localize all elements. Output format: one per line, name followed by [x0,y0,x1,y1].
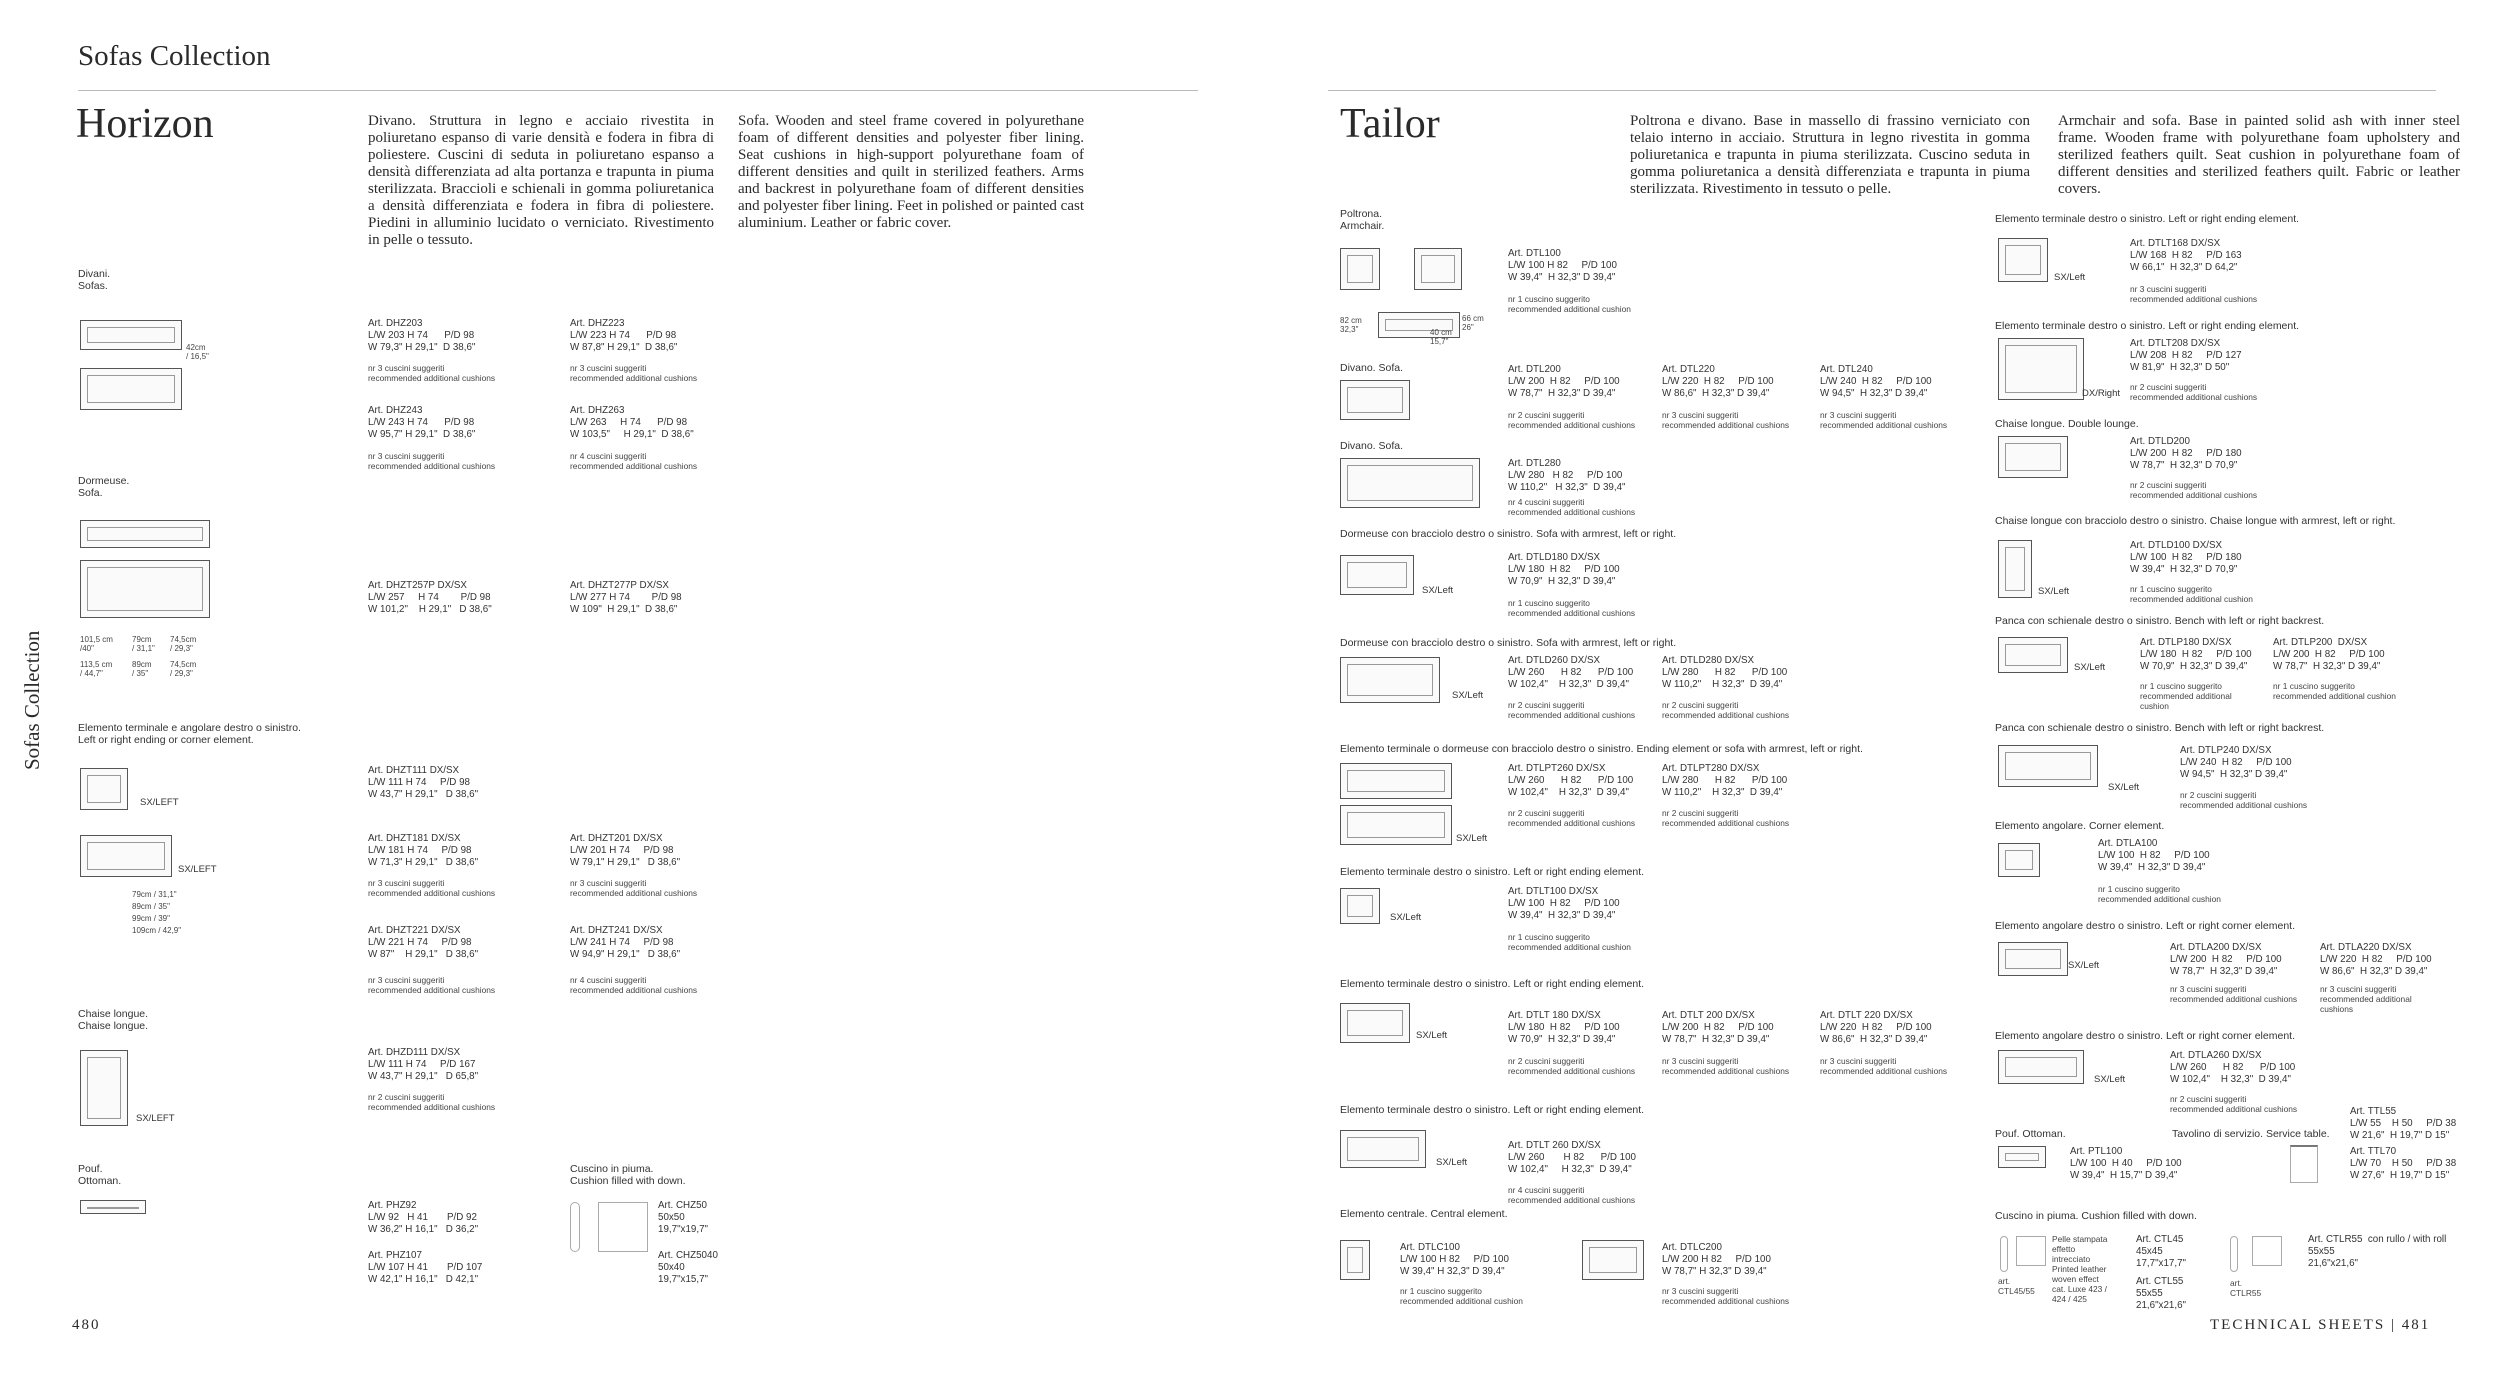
article-dhz263: Art. DHZ263 L/W 263 H 74 P/D 98 W 103,5" H 29,1" D 38,6" [570,405,694,441]
cushion-note: nr 2 cuscini suggeriti recommended additional cushions [2180,790,2308,810]
cushion-note: nr 2 cuscini suggeriti recommended additional cushions [368,1092,496,1112]
article-dtlt208: Art. DTLT208 DX/SX L/W 208 H 82 P/D 127 W 81,9" H 32,3" D 50" [2130,338,2242,374]
side-label: SX/Left [2038,586,2070,597]
cushion-note: nr 3 cuscini suggeriti recommended additional cushions [1662,1056,1790,1076]
side-label: SX/Left [2054,272,2086,283]
section-chaise-armrest: Chaise longue con bracciolo destro o sinistro. Chaise longue with armrest, left or right. [1995,515,2396,527]
cushion-note: nr 4 cuscini suggeriti recommended additional cushions [570,451,698,471]
cushion-front-sketch [2016,1236,2046,1266]
central-200-sketch [1582,1240,1644,1280]
section-sofa: Divano. Sofa. [1340,362,1404,374]
dimension-label: 99cm / 39" [132,914,170,923]
cushion-note: nr 2 cuscini suggeriti recommended additional cushions [1662,700,1790,720]
section-chaise-longue: Chaise longue. Chaise longue. [78,1008,149,1032]
article-dtlt168: Art. DTLT168 DX/SX L/W 168 H 82 P/D 163 W 66,1" H 32,3" D 64,2" [2130,238,2242,274]
dormeuse-plan-sketch [80,560,210,618]
dimension-label: 79cm / 31,1" [132,635,155,653]
article-ctlr55: Art. CTLR55 con rullo / with roll 55x55 21,6"x21,6" [2308,1234,2447,1270]
page-number-left: 480 [72,1317,101,1333]
cushion-note: nr 3 cuscini suggeriti recommended additional cushions [1662,1286,1790,1306]
cushion-note: nr 3 cuscini suggeriti recommended additional cushions [1662,410,1790,430]
sofa-sketch [1340,380,1410,420]
article-dtlc100: Art. DTLC100 L/W 100 H 82 P/D 100 W 39,4" H 32,3" D 39,4" [1400,1242,1509,1278]
article-phz107: Art. PHZ107 L/W 107 H 41 P/D 107 W 42,1" H 16,1" D 42,1" [368,1250,483,1286]
article-dtla100: Art. DTLA100 L/W 100 H 82 P/D 100 W 39,4" H 32,3" D 39,4" [2098,838,2210,874]
article-dtlt100: Art. DTLT100 DX/SX L/W 100 H 82 P/D 100 W 39,4" H 32,3" D 39,4" [1508,886,1620,922]
article-dtld260: Art. DTLD260 DX/SX L/W 260 H 82 P/D 100 W 102,4" H 32,3" D 39,4" [1508,655,1634,691]
cushion-front-sketch [598,1202,648,1252]
article-dtld100: Art. DTLD100 DX/SX L/W 100 H 82 P/D 180 W 39,4" H 32,3" D 70,9" [2130,540,2242,576]
article-dhz223: Art. DHZ223 L/W 223 H 74 P/D 98 W 87,8" H 29,1" D 38,6" [570,318,678,354]
section-dormeuse-a: Dormeuse con bracciolo destro o sinistro. Sofa with armrest, left or right. [1340,528,1677,540]
ending-sketch-2 [1340,805,1452,845]
dimension-label: 113,5 cm / 44,7" [80,660,113,678]
dimension-label: 101,5 cm /40" [80,635,113,653]
article-dtl200: Art. DTL200 L/W 200 H 82 P/D 100 W 78,7" H 32,3" D 39,4" [1508,364,1620,400]
article-dtld200: Art. DTLD200 L/W 200 H 82 P/D 180 W 78,7" H 32,3" D 70,9" [2130,436,2242,472]
section-armchair: Poltrona. Armchair. [1340,208,1385,232]
dimension-label: 74,5cm / 29,3" [170,660,197,678]
section-ending-or-dormeuse: Elemento terminale o dormeuse con bracciolo destro o sinistro. Ending element or sofa with armrest, left or right. [1340,743,1863,755]
article-dhzt221: Art. DHZT221 DX/SX L/W 221 H 74 P/D 98 W 87" H 29,1" D 38,6" [368,925,479,961]
ending-element-sketch [80,768,128,810]
article-ttl55: Art. TTL55 L/W 55 H 50 P/D 38 W 21,6" H 19,7" D 15" [2350,1106,2457,1142]
cushion-note: nr 3 cuscini suggeriti recommended additional cushions [368,878,496,898]
article-dtl100: Art. DTL100 L/W 100 H 82 P/D 100 W 39,4" H 32,3" D 39,4" [1508,248,1617,284]
article-dhz203: Art. DHZ203 L/W 203 H 74 P/D 98 W 79,3" H 29,1" D 38,6" [368,318,476,354]
cushion-note: nr 1 cuscino suggerito recommended additional cushion [2140,681,2232,711]
article-chz5040: Art. CHZ5040 50x40 19,7"x15,7" [658,1250,718,1286]
article-phz92: Art. PHZ92 L/W 92 H 41 P/D 92 W 36,2" H 16,1" D 36,2" [368,1200,479,1236]
article-dtlt200: Art. DTLT 200 DX/SX L/W 200 H 82 P/D 100 W 78,7" H 32,3" D 39,4" [1662,1010,1774,1046]
side-label: SX/Left [2068,960,2100,971]
side-label: SX/LEFT [178,864,217,875]
header-rule [78,90,1198,91]
dimension-label: 109cm / 42,9" [132,926,182,935]
cushion-note: nr 3 cuscini suggeriti recommended additional cushions [2320,984,2412,1014]
article-dtl240: Art. DTL240 L/W 240 H 82 P/D 100 W 94,5" H 32,3" D 39,4" [1820,364,1932,400]
ottoman-sketch [80,1200,146,1214]
cushion-note: nr 3 cuscini suggeriti recommended additional cushions [368,975,496,995]
section-ending-d: Elemento terminale destro o sinistro. Left or right ending element. [1995,213,2300,225]
sofa-plan-sketch [80,368,182,410]
article-dtl280: Art. DTL280 L/W 280 H 82 P/D 100 W 110,2" H 32,3" D 39,4" [1508,458,1626,494]
central-100-sketch [1340,1240,1370,1280]
side-label: SX/Left [1390,912,1422,923]
section-bench-b: Panca con schienale destro o sinistro. Bench with left or right backrest. [1995,722,2325,734]
cushion-note: nr 4 cuscini suggeriti recommended additional cushions [1508,1185,1636,1205]
section-ending-e: Elemento terminale destro o sinistro. Left or right ending element. [1995,320,2300,332]
header-rule [1328,90,2436,91]
dimension-label: 42cm / 16,5" [186,343,209,361]
cushion-note: nr 2 cuscini suggeriti recommended additional cushions [1662,808,1790,828]
cushion-side-sketch [2000,1236,2008,1272]
bench-180-sketch [1998,637,2068,673]
dimension-label: 82 cm 32,3" [1340,316,1362,334]
vertical-section-title: Sofas Collection [20,630,44,770]
horizon-description-it: Divano. Struttura in legno e acciaio rivestita in poliuretano espanso di varie densità e fodera in fibra di poliestere. Cuscini di seduta in poliuretano espanso a densità differenziata ad alta portanza e trapunta in piuma sterilizzata. Braccioli e schienali in gomma poliuretanica a densità differenziata e fodera in fibra di poliestere. Piedini in alluminio lucidato o verniciato. Rivestimento in pelle o tessuto. [368,113,714,248]
article-dtlc200: Art. DTLC200 L/W 200 H 82 P/D 100 W 78,7" H 32,3" D 39,4" [1662,1242,1771,1278]
cushion-note: nr 3 cuscini suggeriti recommended additional cushions [570,878,698,898]
cushion-note: nr 2 cuscini suggeriti recommended additional cushions [1508,1056,1636,1076]
article-dhzt257p: Art. DHZT257P DX/SX L/W 257 H 74 P/D 98 W 101,2" H 29,1" D 38,6" [368,580,492,616]
section-dormeuse: Dormeuse. Sofa. [78,475,130,499]
article-ctl55: Art. CTL55 55x55 21,6"x21,6" [2136,1276,2186,1312]
sofa-280-sketch [1340,458,1480,508]
side-label: DX/Right [2082,388,2121,399]
section-ending-b: Elemento terminale destro o sinistro. Left or right ending element. [1340,978,1645,990]
cushion-art-label: art. CTL45/55 [1998,1276,2035,1296]
corner-260-sketch [1998,1050,2084,1084]
dimension-label: 79cm / 31,1" [132,890,177,899]
article-dtlp240: Art. DTLP240 DX/SX L/W 240 H 82 P/D 100 W 94,5" H 32,3" D 39,4" [2180,745,2292,781]
corner-100-sketch [1998,843,2040,877]
corner-200-sketch [1998,942,2068,976]
dormeuse-sketch [1340,555,1414,595]
article-dtlt180: Art. DTLT 180 DX/SX L/W 180 H 82 P/D 100 W 70,9" H 32,3" D 39,4" [1508,1010,1620,1046]
horizon-description-en: Sofa. Wooden and steel frame covered in polyurethane foam of different densities and polyester fiber lining. Seat cushions in high-support polyurethane foam of different densities and quilt in sterilized feathers. Arms and backrest in polyurethane foam of different densities and polyester fiber lining. Feet in polished or painted cast aluminium. Leather or fabric cover. [738,113,1084,231]
side-label: SX/Left [1452,690,1484,701]
section-service-table: Tavolino di servizio. Service table. [2172,1128,2330,1140]
side-label: SX/Left [2074,662,2106,673]
article-dtlp180: Art. DTLP180 DX/SX L/W 180 H 82 P/D 100 W 70,9" H 32,3" D 39,4" [2140,637,2252,673]
dormeuse-side-sketch [80,520,210,548]
section-double-lounge: Chaise longue. Double lounge. [1995,418,2139,430]
cushion-note: nr 4 cuscini suggeriti recommended additional cushions [1508,497,1636,517]
side-label: SX/Left [1456,833,1488,844]
article-ttl70: Art. TTL70 L/W 70 H 50 P/D 38 W 27,6" H 19,7" D 15" [2350,1146,2457,1182]
cushion-note: nr 2 cuscini suggeriti recommended additional cushions [2130,382,2258,402]
article-ctl45: Art. CTL45 45x45 17,7"x17,7" [2136,1234,2186,1270]
cushion-note: nr 1 cuscino suggerito recommended additional cushion [1508,932,1631,952]
cushion-note: nr 1 cuscino suggerito recommended additional cushion [2273,681,2396,701]
cushion-note: nr 1 cuscino suggerito recommended additional cushion [1508,294,1631,314]
article-dhzt277p: Art. DHZT277P DX/SX L/W 277 H 74 P/D 98 W 109" H 29,1" D 38,6" [570,580,682,616]
article-dtlt260: Art. DTLT 260 DX/SX L/W 260 H 82 P/D 100 W 102,4" H 32,3" D 39,4" [1508,1140,1636,1176]
chaise-armrest-sketch [1998,540,2032,598]
dimension-label: 89cm / 35" [132,660,152,678]
cushion-note: nr 3 cuscini suggeriti recommended additional cushions [1820,1056,1948,1076]
article-dhz243: Art. DHZ243 L/W 243 H 74 P/D 98 W 95,7" H 29,1" D 38,6" [368,405,476,441]
corner-element-sketch [80,835,172,877]
section-bench-a: Panca con schienale destro o sinistro. Bench with left or right backrest. [1995,615,2325,627]
roll-cushion-side-sketch [2230,1236,2238,1272]
cushion-note: nr 3 cuscini suggeriti recommended additional cushions [368,451,496,471]
tailor-description-en: Armchair and sofa. Base in painted solid ash with inner steel frame. Wooden frame with polyurethane foam upholstery and sterilized feathers quilt. Seat cushion in polyurethane foam of different densities and sterilized feathers quilt. Fabric or leather covers. [2058,113,2460,197]
section-corner: Elemento angolare. Corner element. [1995,820,2165,832]
side-label: SX/Left [2094,1074,2126,1085]
side-label: SX/LEFT [136,1113,175,1124]
section-ending-c: Elemento terminale destro o sinistro. Left or right ending element. [1340,1104,1645,1116]
article-ptl100: Art. PTL100 L/W 100 H 40 P/D 100 W 39,4" H 15,7" D 39,4" [2070,1146,2182,1182]
leather-note: Pelle stampata effetto intrecciato Printed leather woven effect cat. Luxe 423 / 424 / 425 [2052,1234,2108,1304]
article-dhzt201: Art. DHZT201 DX/SX L/W 201 H 74 P/D 98 W 79,1" H 29,1" D 38,6" [570,833,681,869]
article-dtlp200: Art. DTLP200 DX/SX L/W 200 H 82 P/D 100 W 78,7" H 32,3" D 39,4" [2273,637,2385,673]
cushion-note: nr 4 cuscini suggeriti recommended additional cushions [570,975,698,995]
tailor-description-it: Poltrona e divano. Base in massello di frassino verniciato con telaio interno in acciaio. Struttura in legno rivestita in gomma poliuretanica e trapunta in piuma sterilizzata. Cuscino seduta in gomma poliuretanica a densità differenziata e trapunta in piuma sterilizzata. Rivestimento in tessuto o pelle. [1630,113,2030,197]
article-dtlpt260: Art. DTLPT260 DX/SX L/W 260 H 82 P/D 100 W 102,4" H 32,3" D 39,4" [1508,763,1634,799]
cushion-note: nr 3 cuscini suggeriti recommended additional cushions [2130,284,2258,304]
article-dhzt181: Art. DHZT181 DX/SX L/W 181 H 74 P/D 98 W 71,3" H 29,1" D 38,6" [368,833,479,869]
section-ottoman: Pouf. Ottoman. [1995,1128,2066,1140]
cushion-note: nr 2 cuscini suggeriti recommended additional cushions [1508,808,1636,828]
article-dtlt220: Art. DTLT 220 DX/SX L/W 220 H 82 P/D 100 W 86,6" H 32,3" D 39,4" [1820,1010,1932,1046]
article-dtla220: Art. DTLA220 DX/SX L/W 220 H 82 P/D 100 W 86,6" H 32,3" D 39,4" [2320,942,2432,978]
cushion-note: nr 2 cuscini suggeriti recommended additional cushions [2130,480,2258,500]
cushion-note: nr 1 cuscino suggerito recommended additional cushion [2098,884,2221,904]
cushion-note: nr 3 cuscini suggeriti recommended additional cushions [368,363,496,383]
collection-title-horizon: Horizon [76,101,214,147]
section-sofas: Divani. Sofas. [78,268,111,292]
armchair-side-sketch [1340,248,1380,290]
dimension-label: 74,5cm / 29,3" [170,635,197,653]
section-sofa-2: Divano. Sofa. [1340,440,1404,452]
dimension-label: 89cm / 35" [132,902,170,911]
dormeuse-260-sketch [1340,657,1440,703]
side-label: SX/LEFT [140,797,179,808]
article-dhzt241: Art. DHZT241 DX/SX L/W 241 H 74 P/D 98 W 94,9" H 29,1" D 38,6" [570,925,681,961]
dimension-label: 40 cm 15,7" [1430,328,1452,346]
service-table-sketch [2290,1145,2318,1183]
section-dormeuse-b: Dormeuse con bracciolo destro o sinistro. Sofa with armrest, left or right. [1340,637,1677,649]
armchair-front-sketch [1414,248,1462,290]
article-dtld180: Art. DTLD180 DX/SX L/W 180 H 82 P/D 100 W 70,9" H 32,3" D 39,4" [1508,552,1620,588]
section-corner-b: Elemento angolare destro o sinistro. Left or right corner element. [1995,920,2295,932]
section-central: Elemento centrale. Central element. [1340,1208,1508,1220]
article-dtl220: Art. DTL220 L/W 220 H 82 P/D 100 W 86,6" H 32,3" D 39,4" [1662,364,1774,400]
collection-title-tailor: Tailor [1340,101,1440,147]
cushion-note: nr 3 cuscini suggeriti recommended additional cushions [570,363,698,383]
ottoman-sketch [1998,1146,2046,1168]
side-label: SX/Left [2108,782,2140,793]
ending-168-sketch [1998,238,2048,282]
side-label: SX/Left [1416,1030,1448,1041]
roll-cushion-front-sketch [2252,1236,2282,1266]
article-dtla260: Art. DTLA260 DX/SX L/W 260 H 82 P/D 100 W 102,4" H 32,3" D 39,4" [2170,1050,2296,1086]
cushion-note: nr 2 cuscini suggeriti recommended additional cushions [1508,410,1636,430]
cushion-note: nr 1 cuscino suggerito recommended additional cushion [2130,584,2253,604]
article-dhzt111: Art. DHZT111 DX/SX L/W 111 H 74 P/D 98 W 43,7" H 29,1" D 38,6" [368,765,479,801]
section-ottoman: Pouf. Ottoman. [78,1163,122,1187]
dimension-label: 66 cm 26" [1462,314,1484,332]
article-dtla200: Art. DTLA200 DX/SX L/W 200 H 82 P/D 100 W 78,7" H 32,3" D 39,4" [2170,942,2282,978]
cushion-note: nr 2 cuscini suggeriti recommended additional cushions [2170,1094,2298,1114]
ending-260-sketch [1340,1130,1426,1168]
cushion-note: nr 1 cuscino suggerito recommended additional cushion [1400,1286,1523,1306]
section-ending-a: Elemento terminale destro o sinistro. Left or right ending element. [1340,866,1645,878]
section-cushion: Cuscino in piuma. Cushion filled with down. [570,1163,686,1187]
cushion-art-label: art. CTLR55 [2230,1278,2262,1298]
ending-180-sketch [1340,1003,1410,1043]
article-dtld280: Art. DTLD280 DX/SX L/W 280 H 82 P/D 100 W 110,2" H 32,3" D 39,4" [1662,655,1788,691]
cushion-side-sketch [570,1202,580,1252]
page-footer-right: TECHNICAL SHEETS | 481 [2210,1317,2431,1333]
section-cushion: Cuscino in piuma. Cushion filled with down. [1995,1210,2197,1222]
cushion-note: nr 2 cuscini suggeriti recommended additional cushions [1508,700,1636,720]
section-corner-c: Elemento angolare destro o sinistro. Left or right corner element. [1995,1030,2295,1042]
cushion-note: nr 3 cuscini suggeriti recommended additional cushions [2170,984,2298,1004]
ending-208-sketch [1998,338,2084,400]
sofa-side-sketch [80,320,182,350]
article-dhzd111: Art. DHZD111 DX/SX L/W 111 H 74 P/D 167 W 43,7" H 29,1" D 65,8" [368,1047,479,1083]
ending-100-sketch [1340,888,1380,924]
page-header: Sofas Collection [78,40,271,72]
side-label: SX/Left [1422,585,1454,596]
article-chz50: Art. CHZ50 50x50 19,7"x19,7" [658,1200,708,1236]
bench-240-sketch [1998,745,2098,787]
cushion-note: nr 1 cuscino suggerito recommended additional cushions [1508,598,1636,618]
section-ending-element: Elemento terminale e angolare destro o sinistro. Left or right ending or corner element. [78,722,301,746]
chaise-longue-sketch [80,1050,128,1126]
double-lounge-sketch [1998,436,2068,478]
ending-sketch-1 [1340,763,1452,799]
cushion-note: nr 3 cuscini suggeriti recommended additional cushions [1820,410,1948,430]
article-dtlpt280: Art. DTLPT280 DX/SX L/W 280 H 82 P/D 100 W 110,2" H 32,3" D 39,4" [1662,763,1788,799]
side-label: SX/Left [1436,1157,1468,1168]
